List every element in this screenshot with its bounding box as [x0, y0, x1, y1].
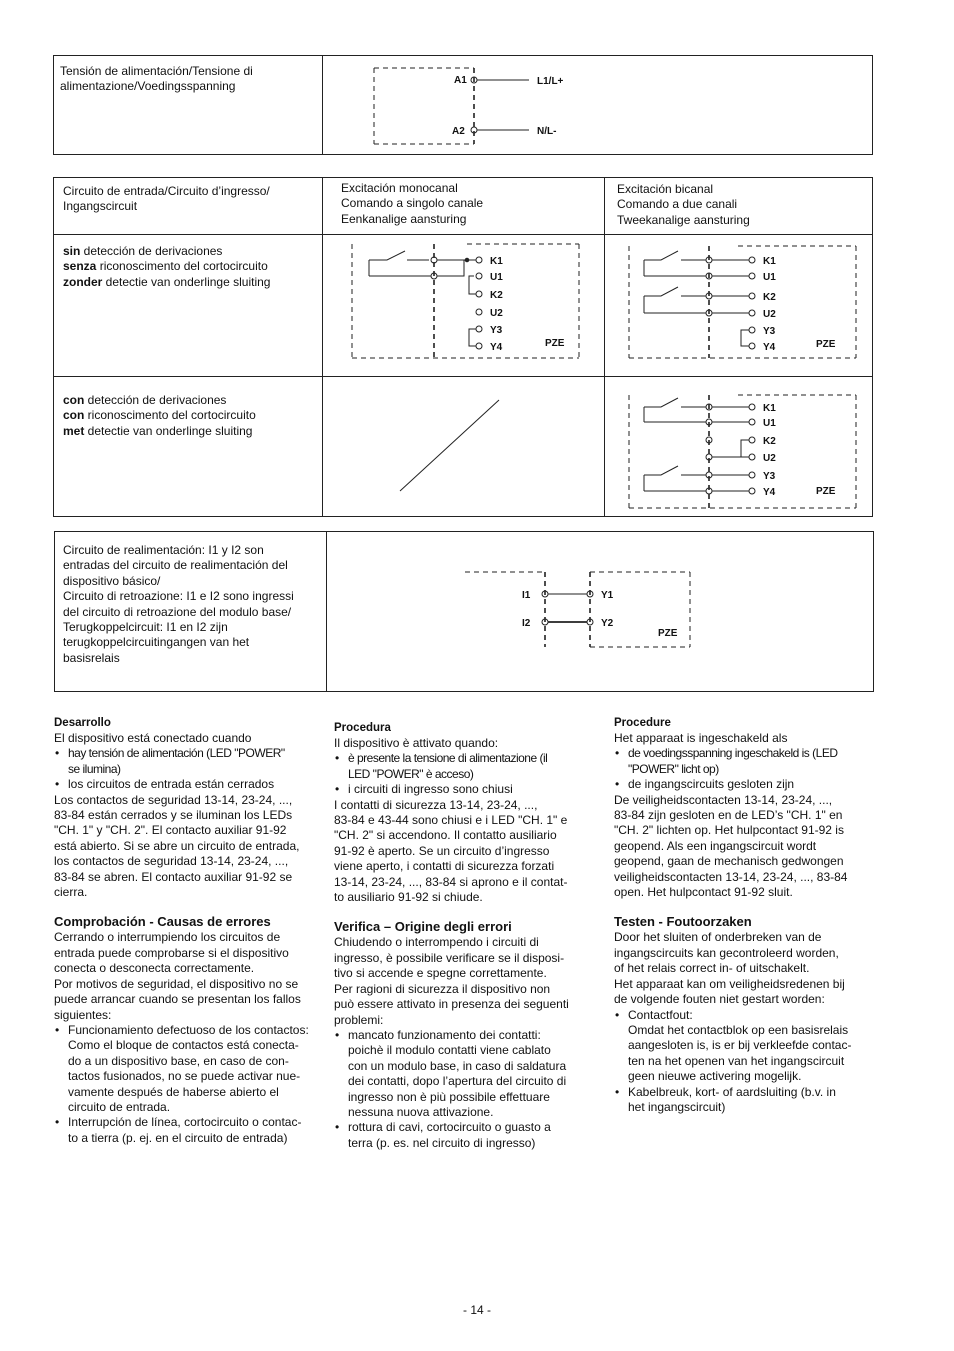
terminal-y3: Y3	[763, 326, 776, 337]
terminal-i2: I2	[522, 618, 531, 629]
device-pze: PZE	[816, 486, 836, 497]
spanish-column	[54, 716, 316, 1146]
nl-paragraph: De veiligheidscontacten 13-14, 23-24, ..., 83-84 zijn gesloten en de LED’s "CH. 1" en "CH. 2" lichten op. Het hulpcontact 91-92 is geopend. Als een ingangscircuit wordt geopend, gaan de mechanisch gedwongen veiligheidscontacten 13-14, 23-24, ..., 83-84 open. Het hulpcontact 91-92 sluit.	[614, 792, 848, 900]
es-heading-operation: Desarrollo	[54, 717, 111, 729]
single-channel-header: Excitación monocanal Comando a singolo canale Eenkanalige aansturing	[341, 181, 484, 226]
terminal-y1: Y1	[601, 590, 614, 601]
input-circuit-header: Circuito de entrada/Circuito d’ingresso/ Ingangscircuit	[63, 184, 270, 214]
terminal-y4: Y4	[763, 342, 776, 353]
device-pze: PZE	[816, 339, 836, 350]
page-number: - 14 -	[462, 1303, 491, 1317]
it-paragraph: I contatti di sicurezza 13-14, 23-24, ..., 83-84 e 43-44 sono chiusi e i LED "CH. 1" e "CH. 2" si accendono. Il contatto ausiliario 91-92 è aperto. Se un circuito d’ingresso viene aperto, i contatti di sicurezza forzati 13-14, 23-24, ..., 83-84 si aprono e il contat- to ausiliario 91-92 si chiude.	[334, 797, 568, 905]
terminal-y4: Y4	[763, 487, 776, 498]
feedback-circuit-table	[54, 531, 874, 692]
not-applicable-diagonal	[394, 398, 504, 493]
terminal-a2: A2	[452, 126, 465, 137]
dual-channel-diagram	[626, 244, 866, 362]
es-bullet-2: • los circuitos de entrada están cerrados	[54, 777, 316, 792]
nl-bullet-4: • Kabelbreuk, kort- of aardsluiting (b.v. in het ingangscircuit)	[614, 1085, 876, 1116]
feedback-circuit-diagram	[460, 567, 700, 652]
terminal-a1: A1	[454, 75, 467, 86]
terminal-y4: Y4	[490, 342, 503, 353]
terminal-k1: K1	[490, 256, 503, 267]
terminal-u2: U2	[490, 308, 503, 319]
dual-channel-header: Excitación bicanal Comando a due canali Tweekanalige aansturing	[617, 182, 750, 227]
device-pze: PZE	[545, 338, 565, 349]
italian-column	[334, 721, 596, 1151]
it-bullet-3: • mancato funzionamento dei contatti: poichè il modulo contatti viene cablato con un modulo base, in caso di saldatura dei contatti, dopo l’apertura del circuito di ingresso non è più possibile effettuare nessuna nuova attivazione.	[334, 1028, 596, 1120]
terminal-k2: K2	[763, 292, 776, 303]
terminal-u1: U1	[763, 418, 776, 429]
terminal-i1: I1	[522, 590, 531, 601]
terminal-u2: U2	[763, 309, 776, 320]
device-pze: PZE	[658, 628, 678, 639]
single-channel-diagram	[349, 242, 589, 362]
nl-bullet-3: • Contactfout: Omdat het contactblok op een basisrelais aangesloten is, is er bij verkleefde contac- ten na het openen van het ingangscircuit geen nieuwe activering mogelijk.	[614, 1008, 876, 1085]
supply-voltage-table	[53, 55, 873, 155]
supply-voltage-diagram	[364, 64, 624, 149]
it-bullet-4: • rottura di cavi, cortocircuito o guasto a terra (p. es. nel circuito di ingresso)	[334, 1120, 596, 1151]
line-n: N/L-	[537, 126, 557, 137]
terminal-k2: K2	[490, 290, 503, 301]
supply-voltage-label: Tensión de alimentación/Tensione di alimentazione/Voedingsspanning	[60, 64, 253, 94]
es-intro: El dispositivo está conectado cuando	[54, 731, 252, 745]
input-circuit-table	[53, 177, 873, 517]
nl-intro: Het apparaat is ingeschakeld als	[614, 731, 788, 745]
nl-heading-check: Testen - Foutoorzaken	[614, 914, 752, 930]
row-without-shortcircuit-label: sin detección de derivaciones senza riconoscimento del cortocircuito zonder detectie van onderlinge sluiting	[63, 244, 271, 289]
nl-heading-operation: Procedure	[614, 717, 671, 729]
es-heading-check: Comprobación - Causas de errores	[54, 914, 271, 930]
nl-bullet-1: • de voedingsspanning ingeschakeld is (LED "POWER" licht op)	[614, 746, 876, 777]
terminal-u1: U1	[763, 272, 776, 283]
es-paragraph: Los contactos de seguridad 13-14, 23-24, ..., 83-84 están cerrados y se iluminan los LEDs "CH. 1" y "CH. 2". El contacto auxiliar 91-92 está abierto. Si se abre un circuito de entrada, los contactos de seguridad 13-14, 23-24, ..., 83-84 se abren. El contacto auxiliar 91-92 se cierra.	[54, 792, 300, 900]
terminal-k1: K1	[763, 256, 776, 267]
es-bullet-4: • Interrupción de línea, cortocircuito o contac- to a tierra (p. ej. en el circuito de entrada)	[54, 1115, 316, 1146]
es-paragraph-2: Cerrando o interrumpiendo los circuitos de entrada puede comprobarse si el dispositivo conecta o desconecta correctamente. Por motivos de seguridad, el dispositivo no se puede arrancar cuando se presentan los fallos siguientes:	[54, 930, 301, 1022]
nl-bullet-2: • de ingangscircuits gesloten zijn	[614, 777, 876, 792]
dutch-column	[614, 716, 876, 1115]
terminal-u2: U2	[763, 453, 776, 464]
es-bullet-3: • Funcionamiento defectuoso de los contactos: Como el bloque de contactos está conecta- do a un dispositivo base, en caso de con- tactos fusionados, no se puede activar nue- vamente después de haberse abierto el circuito de entrada.	[54, 1023, 316, 1115]
it-heading-check: Verifica – Origine degli errori	[334, 919, 512, 935]
dual-channel-crossfault-diagram	[626, 392, 866, 512]
terminal-y3: Y3	[763, 471, 776, 482]
terminal-k1: K1	[763, 403, 776, 414]
it-paragraph-2: Chiudendo o interrompendo i circuiti di ingresso, è possibile verificare se il disposi- tivo si accende e spegne correttamente. Per ragioni di sicurezza il dispositivo non può essere attivato in presenza dei seguenti problemi:	[334, 935, 569, 1027]
it-heading-operation: Procedura	[334, 722, 391, 734]
terminal-y2: Y2	[601, 618, 614, 629]
row-with-shortcircuit-label: con detección de derivaciones con riconoscimento del cortocircuito met detectie van onderlinge sluiting	[63, 393, 256, 438]
it-intro: Il dispositivo è attivato quando:	[334, 736, 499, 750]
terminal-k2: K2	[763, 436, 776, 447]
terminal-y3: Y3	[490, 325, 503, 336]
it-bullet-2: • i circuiti di ingresso sono chiusi	[334, 782, 596, 797]
es-bullet-1: • hay tensión de alimentación (LED "POWER" se ilumina)	[54, 746, 316, 777]
nl-paragraph-2: Door het sluiten of onderbreken van de ingangscircuits kan gecontroleerd worden, of het relais correct in- of uitschakelt. Het apparaat kan om veiligheidsredenen bij de volgende fouten niet gestart worden:	[614, 930, 845, 1007]
line-l1: L1/L+	[537, 76, 564, 87]
feedback-circuit-label: Circuito de realimentación: I1 y I2 son entradas del circuito de realimentación del dispositivo básico/ Circuito di retroazione: I1 e I2 sono ingressi del circuito di retroazione del modulo base/ Terugkoppelcircuit: I1 en I2 zijn terugkoppelcircuitingangen van het basisrelais	[63, 543, 294, 665]
it-bullet-1: • è presente la tensione di alimentazione (il LED "POWER" è acceso)	[334, 751, 596, 782]
terminal-u1: U1	[490, 272, 503, 283]
